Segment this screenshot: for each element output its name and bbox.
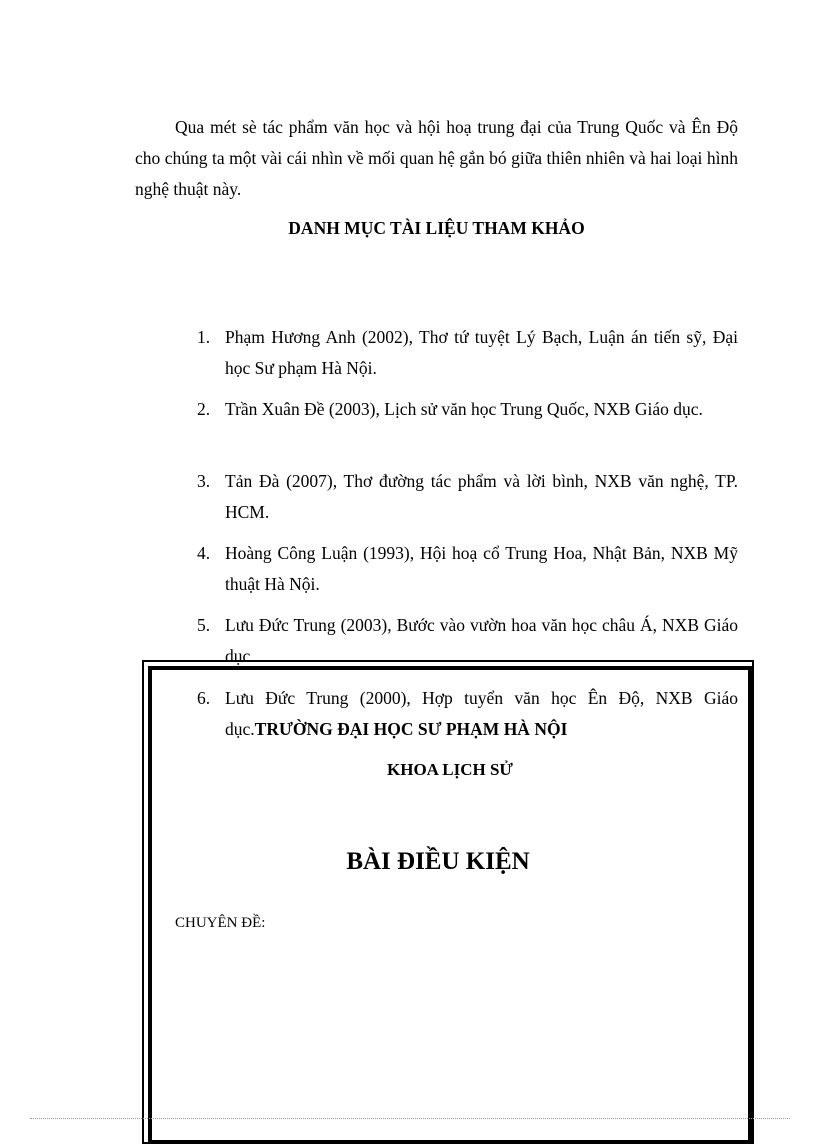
references-heading: DANH MỤC TÀI LIỆU THAM KHẢO [288, 218, 585, 238]
school-name: TRƯỜNG ĐẠI HỌC SƯ PHẠM HÀ NỘI [254, 719, 568, 739]
reference-text-6: Lưu Đức Trung (2000), Hợp tuyển văn học Ên Độ, NXB Giáo dục. [225, 688, 738, 739]
reference-text: Hoàng Công Luận (1993), Hội hoạ cổ Trung Hoa, Nhật Bản, NXB Mỹ thuật Hà Nội. [225, 543, 738, 594]
reference-item [197, 466, 738, 528]
reference-number: 4. [197, 543, 211, 563]
faculty-name: KHOA LỊCH SỬ [387, 760, 513, 779]
topic-label: CHUYÊN ĐỀ: [175, 915, 266, 931]
page-bottom-divider [30, 1118, 790, 1119]
reference-number: 1. [197, 327, 211, 347]
reference-text: Phạm Hương Anh (2002), Thơ tứ tuyệt Lý Bạch, Luận án tiến sỹ, Đại học Sư phạm Hà Nội. [225, 327, 738, 378]
reference-number: 5. [197, 615, 211, 635]
reference-text: Tản Đà (2007), Thơ đường tác phẩm và lời bình, NXB văn nghệ, TP. HCM. [225, 471, 738, 522]
intro-text: Qua mét sè tác phẩm văn học và hội hoạ trung đại của Trung Quốc và Ên Độ cho chúng ta một vài cái nhìn về mối quan hệ gắn bó giữa thiên nhiên và hai loại hình nghệ thuật này. [135, 117, 738, 199]
document-title: BÀI ĐIỀU KIỆN [346, 848, 530, 875]
intro-paragraph [135, 112, 738, 205]
reference-text [197, 683, 738, 745]
reference-number: 2. [197, 399, 211, 419]
reference-item [197, 683, 738, 745]
reference-item [197, 538, 738, 600]
reference-item [197, 394, 738, 425]
reference-item [197, 322, 738, 384]
reference-text: Lưu Đức Trung (2003), Bước vào vườn hoa văn học châu Á, NXB Giáo dục. [225, 615, 738, 666]
reference-number: 6. [197, 688, 211, 708]
reference-text: Trần Xuân Đề (2003), Lịch sử văn học Trung Quốc, NXB Giáo dục. [225, 399, 703, 419]
reference-number: 3. [197, 471, 211, 491]
reference-item [197, 610, 738, 672]
